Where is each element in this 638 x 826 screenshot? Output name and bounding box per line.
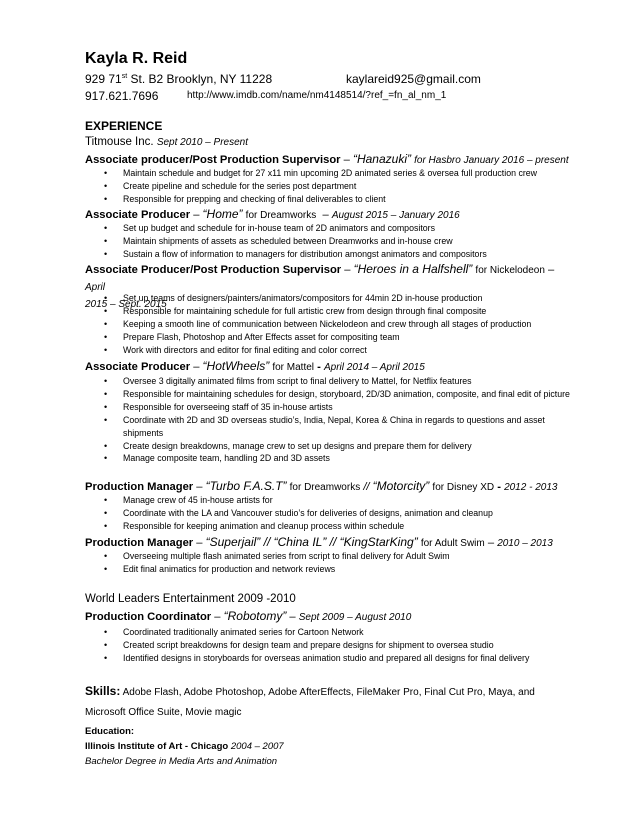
dash: – xyxy=(343,154,350,166)
skills-section xyxy=(85,681,565,723)
list-item: • Identified designs in storyboards for overseas animation studio and prepared all designs for final delivery xyxy=(104,652,584,665)
role-client: for Nickelodeon xyxy=(475,265,545,276)
list-item: • Manage composite team, handling 2D and 3D assets xyxy=(104,452,584,465)
show-name: “Superjail” // “China IL” // “KingStarKing” xyxy=(205,535,418,549)
show-name: “Home” xyxy=(202,207,243,221)
dash: – xyxy=(193,361,200,373)
role-dates: Sept 2009 – August 2010 xyxy=(298,612,412,623)
role-title: Production Manager – “Turbo F.A.S.T” for Dreamworks // “Motorcity” for Disney XD - 2012 - 2013 xyxy=(85,479,558,493)
list-item: • Manage crew of 45 in-house artists for xyxy=(104,494,584,507)
list-item: • Responsible for overseeing staff of 35 in-house artists xyxy=(104,401,584,414)
list-item: • Responsible for keeping animation and cleanup process within schedule xyxy=(104,520,584,533)
bullet-list xyxy=(104,375,584,465)
list-item: • Responsible for prepping and checking of final deliverables to client xyxy=(104,193,584,206)
bullet-list xyxy=(104,626,584,665)
education-school-line xyxy=(85,741,284,752)
role-title-text: Associate Producer xyxy=(85,361,191,373)
list-item: • Coordinate with 2D and 3D overseas studio’s, India, Nepal, Korea & China in regards to questions and asset shipments xyxy=(104,414,584,440)
role-title: Associate Producer – “HotWheels” for Mattel - April 2014 – April 2015 xyxy=(85,359,425,373)
experience-heading: EXPERIENCE xyxy=(85,119,163,133)
list-item: • Maintain schedule and budget for 27 x11 min upcoming 2D animated series & oversea full production crew xyxy=(104,167,584,180)
role-dates: 2012 - 2013 xyxy=(504,482,558,493)
dash: – xyxy=(196,481,203,493)
address-suffix: st xyxy=(121,73,128,80)
role-title-text: Associate producer/Post Production Supervisor xyxy=(85,154,341,166)
show-name: “Turbo F.A.S.T” xyxy=(205,479,287,493)
company-titmouse xyxy=(85,136,248,148)
address-number: 929 71 xyxy=(85,72,122,86)
list-item: • Responsible for maintaining schedules for design, storyboard, 2D/3D animation, composite, and final edit of picture xyxy=(104,388,584,401)
role-title-text: Production Coordinator xyxy=(85,611,212,623)
skills-label: Skills: xyxy=(85,684,121,698)
role-client: for Adult Swim xyxy=(420,538,485,549)
role-client: for Dreamworks xyxy=(289,482,361,493)
education-label: Education: xyxy=(85,726,135,737)
candidate-name: Kayla R. Reid xyxy=(85,50,188,67)
company-dates: Sept 2010 – Present xyxy=(156,137,248,148)
bullet-list xyxy=(104,167,584,206)
dash: – xyxy=(322,209,329,221)
role-title xyxy=(85,608,575,626)
dash: – xyxy=(548,264,555,276)
dash: – xyxy=(193,209,200,221)
role-title-text: Associate Producer xyxy=(85,209,191,221)
role-dates-end: 2015 – Sept. 2015 xyxy=(85,299,167,310)
role-client: for Mattel xyxy=(272,362,315,373)
list-item: • Created script breakdowns for design team and prepare designs for shipment to oversea studio xyxy=(104,639,584,652)
list-item: • Set up teams of designers/painters/animators/compositors for 44min 2D in-house production xyxy=(104,292,584,305)
dash: – xyxy=(487,537,495,549)
list-item: • Set up budget and schedule for in-house team of 2D animators and compositors xyxy=(104,222,584,235)
role-client: for Disney XD xyxy=(432,482,495,493)
show-name: “HotWheels” xyxy=(202,359,270,373)
school-dates: 2004 – 2007 xyxy=(230,741,284,752)
list-item: • Sustain a flow of information to managers for distribution amongst animators and compositors xyxy=(104,248,584,261)
bullet-list xyxy=(104,550,584,576)
role-title-text: Production Manager xyxy=(85,481,194,493)
role-dates-start: April xyxy=(85,282,106,293)
role-title-text: Associate Producer/Post Production Supervisor xyxy=(85,264,342,276)
list-item: • Create design breakdowns, manage crew to set up designs and prepare them for delivery xyxy=(104,440,584,453)
role-client-dates: for Hasbro January 2016 – present xyxy=(414,155,569,166)
bullet-list xyxy=(104,494,584,533)
list-item: • Oversee 3 digitally animated films from script to final delivery to Mattel, for Netflix features xyxy=(104,375,584,388)
address-street: St. B2 Brooklyn, NY 11228 xyxy=(127,72,273,86)
address xyxy=(85,72,272,86)
list-item: • Prepare Flash, Photoshop and After Effects asset for compositing team xyxy=(104,331,584,344)
dash: – xyxy=(196,537,203,549)
company-name: Titmouse Inc. xyxy=(85,136,154,148)
role-dates: August 2015 – January 2016 xyxy=(331,210,460,221)
show-name: “Hanazuki” xyxy=(352,152,411,166)
separator: // xyxy=(363,481,370,493)
list-item: • Maintain shipments of assets as scheduled between Dreamworks and in-house crew xyxy=(104,235,584,248)
role-dates: April 2014 – April 2015 xyxy=(323,362,425,373)
dash: – xyxy=(214,611,221,623)
list-item: • Coordinated traditionally animated series for Cartoon Network xyxy=(104,626,584,639)
role-dates: 2010 – 2013 xyxy=(497,538,553,549)
list-item: • Coordinate with the LA and Vancouver studio’s for deliveries of designs, animation and cleanup xyxy=(104,507,584,520)
phone: 917.621.7696 xyxy=(85,89,159,103)
company-world-leaders: World Leaders Entertainment 2009 -2010 xyxy=(85,593,296,605)
bullet-list xyxy=(104,292,584,357)
show-name: “Motorcity” xyxy=(372,479,430,493)
list-item: • Responsible for maintaining schedule for full artistic crew from design through final composite xyxy=(104,305,584,318)
degree: Bachelor Degree in Media Arts and Animation xyxy=(85,756,278,767)
email[interactable]: kaylareid925@gmail.com xyxy=(346,72,481,86)
school-name: Illinois Institute of Art - Chicago xyxy=(85,741,229,752)
list-item: • Work with directors and editor for final editing and color correct xyxy=(104,344,584,357)
dash: – xyxy=(289,611,296,623)
show-name: “Robotomy” xyxy=(223,609,287,623)
list-item: • Edit final animatics for production and network reviews xyxy=(104,563,584,576)
skills-text: Adobe Flash, Adobe Photoshop, Adobe AfterEffects, FileMaker Pro, Final Cut Pro, Maya, and Microsoft Office Suite, Movie magic xyxy=(85,687,535,718)
imdb-link[interactable]: http://www.imdb.com/name/nm4148514/?ref_=fn_al_nm_1 xyxy=(187,90,447,101)
dash: – xyxy=(344,264,351,276)
list-item: • Overseeing multiple flash animated series from script to final delivery for Adult Swim xyxy=(104,550,584,563)
show-name: “Heroes in a Halfshell” xyxy=(353,262,473,276)
role-title-text: Production Manager xyxy=(85,537,194,549)
role-client: for Dreamworks xyxy=(245,210,317,221)
bullet-list xyxy=(104,222,584,261)
list-item: • Create pipeline and schedule for the series post department xyxy=(104,180,584,193)
list-item: • Keeping a smooth line of communication between Nickelodeon and crew through all stages of production xyxy=(104,318,584,331)
